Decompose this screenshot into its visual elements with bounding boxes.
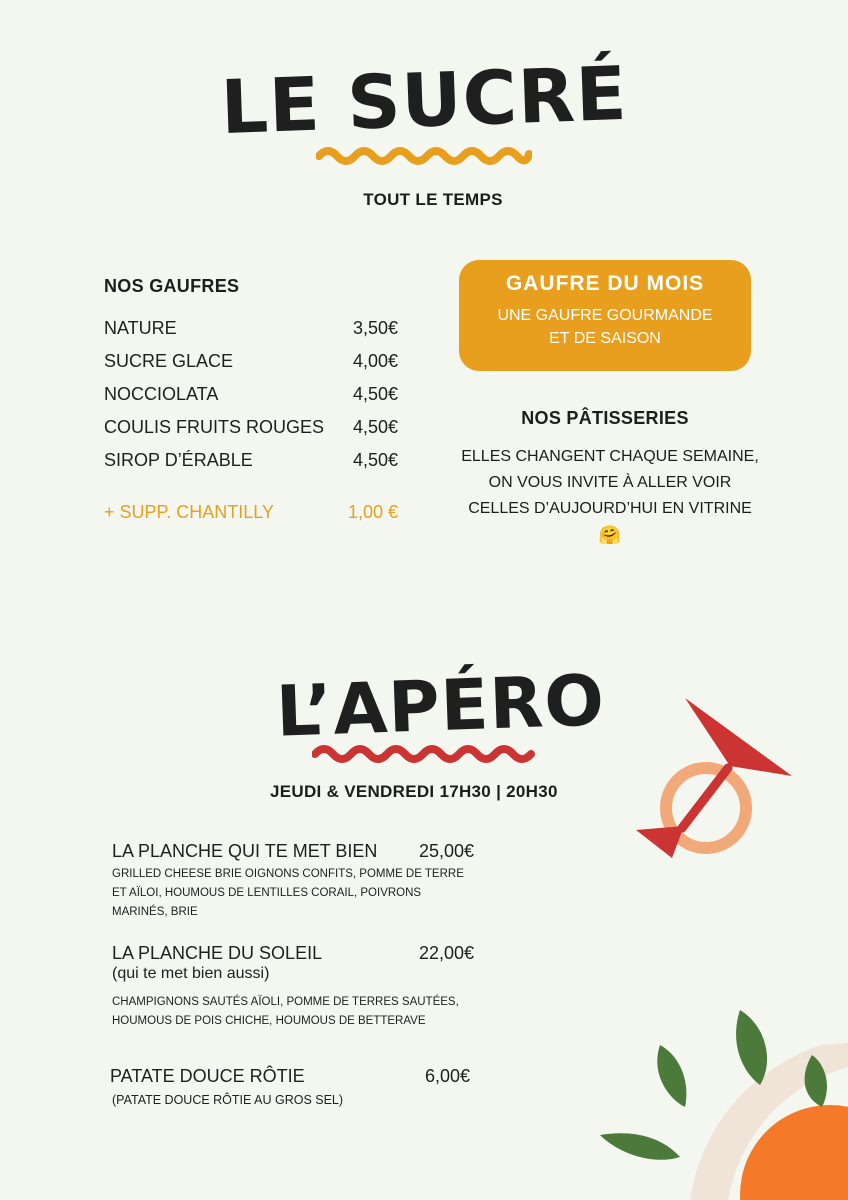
section-title-apero: L’APÉRO — [274, 659, 607, 753]
wave-divider-red — [312, 742, 538, 766]
patisseries-text — [449, 444, 771, 548]
gaufre-item — [104, 315, 398, 341]
item-price: 22,00€ — [418, 943, 474, 963]
gaufre-du-mois-box — [459, 260, 751, 371]
gaufre-item — [104, 414, 398, 440]
desc-line: ET AÏLOI, HOUMOUS DE LENTILLES CORAIL, POIVRONS — [112, 887, 422, 899]
desc-line: MARINÉS, BRIE — [112, 906, 198, 918]
patisseries-line: ELLES CHANGENT CHAQUE SEMAINE, — [461, 448, 759, 465]
item-price: 4,00€ — [352, 350, 398, 371]
item-price: 4,50€ — [352, 416, 398, 437]
cocktail-glass-icon — [630, 690, 800, 870]
apero-item-description — [112, 1091, 482, 1110]
promo-line: ET DE SAISON — [549, 330, 661, 347]
item-name: + SUPP. CHANTILLY — [104, 501, 274, 522]
supp-chantilly-item — [104, 499, 398, 525]
item-name: SUCRE GLACE — [104, 350, 234, 371]
apero-item — [110, 1066, 470, 1087]
desc-line: HOUMOUS DE POIS CHICHE, HOUMOUS DE BETTERAVE — [112, 1015, 426, 1027]
desc-line: GRILLED CHEESE BRIE OIGNONS CONFITS, POMME DE TERRE — [112, 868, 464, 880]
orange-leaves-icon — [590, 1005, 848, 1200]
apero-item-description — [112, 865, 482, 922]
item-name: NOCCIOLATA — [104, 383, 219, 404]
hugging-face-icon: 🤗 — [598, 525, 622, 545]
gaufre-item — [104, 348, 398, 374]
gaufre-item — [104, 447, 398, 473]
gaufre-du-mois-text — [459, 304, 751, 350]
apero-item-description — [112, 993, 482, 1031]
apero-item — [112, 943, 474, 964]
item-name: COULIS FRUITS ROUGES — [104, 416, 325, 437]
desc-line: CHAMPIGNONS SAUTÉS AÏOLI, POMME DE TERRES SAUTÉES, — [112, 996, 459, 1008]
item-price: 1,00 € — [347, 501, 398, 522]
patisseries-line: CELLES D’AUJOURD’HUI EN VITRINE — [468, 500, 752, 517]
section-title-sucre: LE SUCRÉ — [219, 50, 629, 152]
item-price: 3,50€ — [352, 317, 398, 338]
item-name: LA PLANCHE DU SOLEIL — [112, 943, 323, 963]
wave-divider-orange — [316, 144, 532, 168]
apero-item — [112, 841, 474, 862]
item-name: PATATE DOUCE RÔTIE — [110, 1066, 305, 1086]
apero-subtitle: JEUDI & VENDREDI 17H30 | 20H30 — [270, 782, 558, 801]
gaufre-item — [104, 381, 398, 407]
desc-line: (PATATE DOUCE RÔTIE AU GROS SEL) — [112, 1093, 344, 1107]
apero-item-subtitle: (qui te met bien aussi) — [112, 965, 270, 982]
sucre-subtitle: TOUT LE TEMPS — [363, 190, 503, 209]
patisseries-heading: NOS PÂTISSERIES — [521, 408, 689, 428]
item-price: 4,50€ — [352, 383, 398, 404]
promo-line: UNE GAUFRE GOURMANDE — [497, 307, 713, 324]
item-name: NATURE — [104, 317, 177, 338]
item-name: SIROP D’ÉRABLE — [104, 449, 253, 470]
patisseries-line: ON VOUS INVITE À ALLER VOIR — [488, 474, 732, 491]
gaufre-du-mois-title: GAUFRE DU MOIS — [505, 272, 705, 295]
item-price: 25,00€ — [418, 841, 474, 861]
gaufres-heading: NOS GAUFRES — [104, 276, 240, 296]
item-price: 4,50€ — [352, 449, 398, 470]
item-name: LA PLANCHE QUI TE MET BIEN — [112, 841, 378, 861]
item-price: 6,00€ — [424, 1066, 470, 1086]
